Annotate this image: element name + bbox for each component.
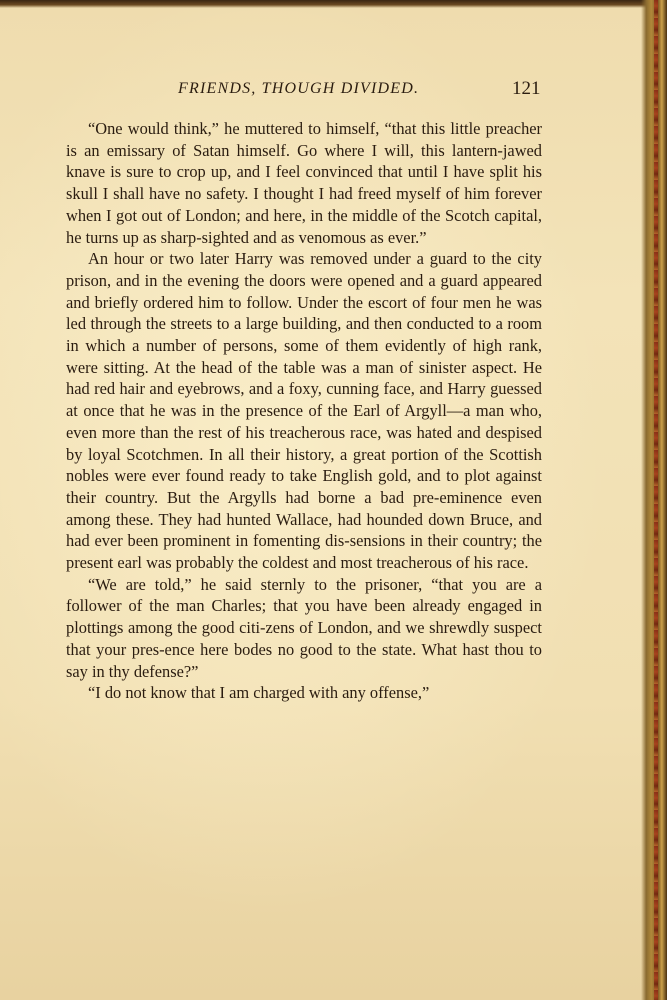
paragraph-2: An hour or two later Harry was removed under a guard to the city prison, and in the evening the doors were opened and a guard appeared and briefly ordered him to follow. Under the escort of four men he was led through the streets to a large building, and then conducted to a room in which a number of persons, some of them evidently of high rank, were sitting. At the head of the table was a man of sinister aspect. He had red hair and eyebrows, and a foxy, cunning face, and Harry guessed at once that he was in the presence of the Earl of Argyll—a man who, even more than the rest of his treacherous race, was hated and despised by loyal Scotchmen. In all their history, a great portion of the Scottish nobles were ever found ready to take English gold, and to plot against their country. But the Argylls had borne a bad pre-eminence even among these. They had hunted Wallace, had hounded down Bruce, and had ever been prominent in fomenting dis-sensions in their country; the present earl was probably the coldest and most treacherous of his race. bbox=[66, 249, 542, 573]
running-head-title: FRIENDS, THOUGH DIVIDED. bbox=[178, 80, 420, 97]
paragraph-3: “We are told,” he said sternly to the prisoner, “that you are a follower of the man Charles; that you have been already engaged in plottings among the good citi-zens of London, and we shrewdly suspect that your pres-ence here bodes no good to the state. What hast thou to say in thy defense?” bbox=[66, 574, 542, 681]
running-head bbox=[0, 78, 640, 104]
spine-binding-stripe bbox=[654, 0, 658, 1000]
paragraph-4: “I do not know that I am charged with any offense,” bbox=[88, 683, 430, 703]
paragraph-1: “One would think,” he muttered to himself, “that this little preacher is an emissary of Satan himself. Go where I will, this lantern-jawed knave is sure to crop up, and I feel convinced that until I have split his skull I shall have no safety. I thought I had freed myself of him forever when I got out of London; and here, in the middle of the Scotch capital, he turns up as sharp-sighted and as venomous as ever.” bbox=[66, 119, 542, 247]
body-text bbox=[66, 118, 542, 704]
page-top-edge bbox=[0, 0, 667, 8]
page-number: 121 bbox=[512, 78, 541, 99]
